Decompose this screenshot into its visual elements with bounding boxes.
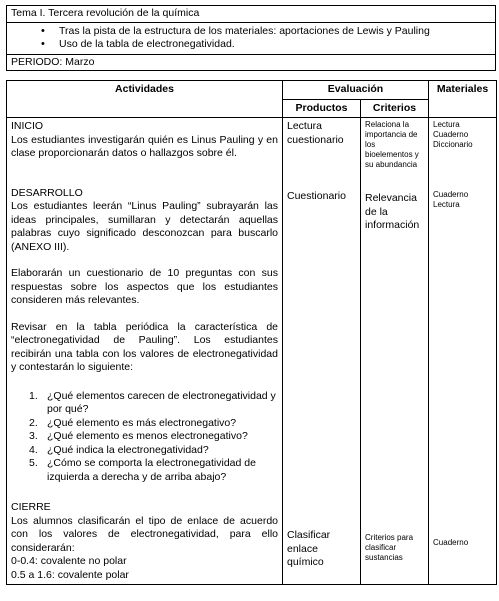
inicio-title: INICIO (11, 120, 44, 132)
inicio-material: Diccionario (433, 140, 473, 149)
header-row (7, 81, 497, 100)
range-item: 0.5 a 1.6: covalente polar (11, 568, 129, 581)
tema-bullets (7, 22, 495, 54)
desarrollo-material: Lectura (433, 200, 460, 209)
desarrollo-material: Cuaderno (433, 190, 469, 199)
col-criterios: Criterios (361, 99, 429, 118)
col-productos: Productos (283, 99, 361, 118)
desarrollo-p1: Los estudiantes leerán “Linus Pauling” subrayarán las ideas principales, sumillaran y detectarán aquellas palabras cuyo significado desconozcan para buscarlo (ANEXO III). (11, 200, 278, 253)
list-item: 1. ¿Qué elementos carecen de electronegatividad y por qué? (29, 389, 276, 415)
actividades-cell (7, 118, 283, 585)
periodo: PERIODO: Marzo (7, 54, 495, 71)
inicio-productos: Lectura cuestionario (287, 120, 344, 146)
list-item: 3. ¿Qué elemento es menos electronegativo? (29, 430, 248, 442)
desarrollo-title: DESARROLLO (11, 186, 83, 199)
desarrollo-p2: Elaborarán un cuestionario de 10 preguntas con sus respuestas sobre los aspectos que los estudiantes consideren más relevantes. (11, 267, 278, 306)
range-item: 0-0.4: covalente no polar (11, 555, 127, 567)
bullet-item: • Uso de la tabla de electronegatividad. (41, 38, 491, 52)
inicio-material: Lectura (433, 120, 460, 129)
cierre-material: Cuaderno (433, 538, 469, 547)
desarrollo-p3: Revisar en la tabla periódica la característica de “electronegatividad de Pauling”. Los estudiantes recibirán una tabla con los valores de electronegatividad y contestarán lo siguiente: (11, 320, 278, 373)
list-item: 4. ¿Qué indica la electronegatividad? (29, 443, 209, 456)
activities-table (6, 80, 497, 585)
productos-cell (283, 118, 361, 585)
cierre-text: Los alumnos clasificarán el tipo de enlace de acuerdo con los valores de electronegatividad, para ello considerarán: (11, 514, 278, 554)
bullet-item: • Tras la pista de la estructura de los materiales: aportaciones de Lewis y Pauling (41, 25, 491, 39)
question-list (11, 390, 278, 485)
col-actividades: Actividades (7, 81, 283, 118)
col-materiales: Materiales (429, 81, 497, 118)
bullet-list (11, 24, 491, 53)
inicio-criterios: Relaciona la importancia de los bioelementos y su abundancia (365, 120, 419, 169)
col-evaluacion: Evaluación (283, 81, 429, 100)
materiales-cell (429, 118, 497, 585)
cierre-title: CIERRE (11, 501, 51, 513)
list-item: 2. ¿Qué elemento es más electronegativo? (29, 416, 237, 429)
list-item: 5. ¿Cómo se comporta la electronegatividad de izquierda a derecha y de arriba abajo? (29, 457, 256, 483)
inicio-material: Cuaderno (433, 130, 469, 139)
desarrollo-criterios: Relevancia de la información (365, 192, 420, 231)
criterios-cell (361, 118, 429, 585)
desarrollo-productos: Cuestionario (287, 190, 346, 202)
cierre-criterios: Criterios para clasificar sustancias (365, 533, 414, 562)
inicio-text: Los estudiantes investigarán quién es Linus Pauling y en clase proporcionarán datos o hallazgos sobre él. (11, 133, 278, 159)
lesson-header (6, 5, 496, 71)
tema-title: Tema I. Tercera revolución de la química (11, 7, 200, 19)
table-row (7, 118, 497, 585)
cierre-productos: Clasificar enlace químico (287, 529, 331, 568)
